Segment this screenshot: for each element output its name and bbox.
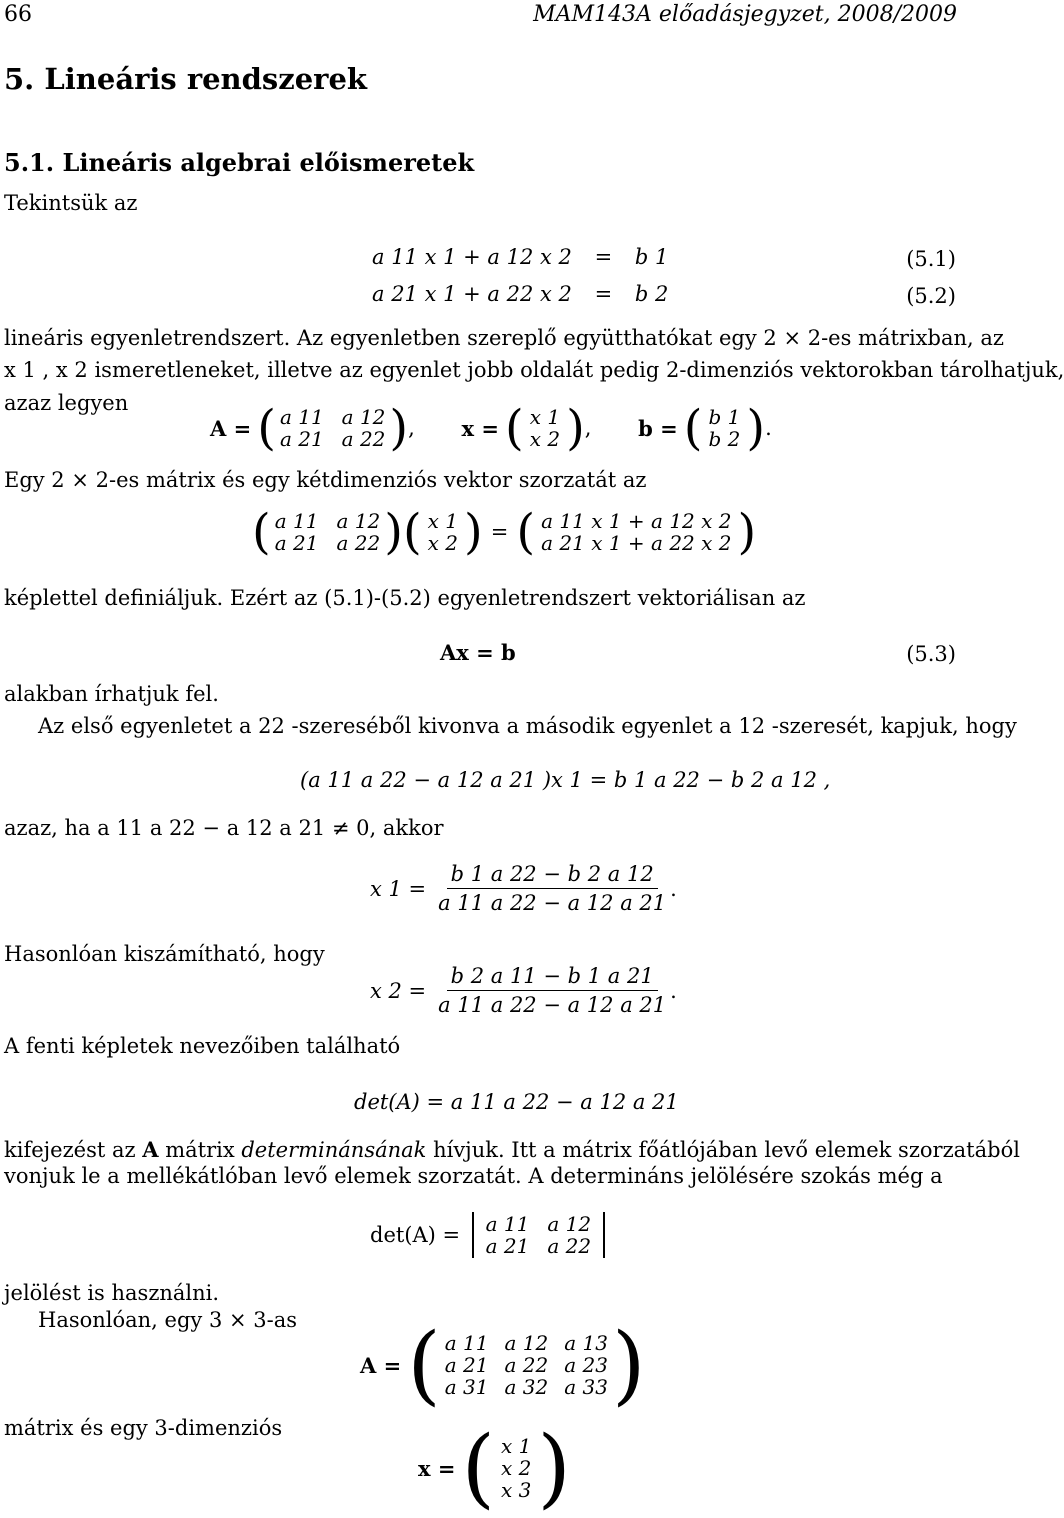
product-eq: = [490, 520, 509, 544]
p10-d: determinánsának [241, 1138, 427, 1162]
sep-2: , [584, 416, 592, 440]
paragraph-coefficients-line1: lineáris egyenletrendszert. Az egyenletben szereplő együtthatókat egy 2 × 2-es mátrixban, az [4, 326, 1004, 350]
A-cell-12: a 12 [341, 405, 386, 429]
equation-elimination [300, 768, 830, 792]
vector-x-3: x = ( x 1 x 2 x 3 ) [418, 1418, 571, 1518]
sep-1: , [408, 416, 415, 440]
x2-denominator: a 11 a 22 − a 12 a 21 [438, 993, 667, 1017]
paragraph-condition: azaz, ha a 11 a 22 − a 12 a 21 ≠ 0, akkor [4, 816, 444, 840]
x3-cell-1: x 1 [501, 1434, 532, 1458]
matrix-vector-definitions: A = ( a 11 a 12 a 21 a 22 ) , x = ( x 1 x 2 ) , b = ( b 1 b 2 ) . [210, 400, 772, 456]
eq2-lhs: a 21 x 1 + a 22 x 2 [372, 282, 572, 306]
A3-cell-23: a 23 [564, 1353, 608, 1377]
x2-end: . [670, 978, 677, 1003]
eq1-lhs: a 11 x 1 + a 12 x 2 [372, 245, 572, 269]
equation-determinant-bars [370, 1212, 613, 1258]
paragraph-product-intro: Egy 2 × 2-es mátrix és egy kétdimenziós vektor szorzatát az [4, 468, 647, 492]
equation-number-5-3: (5.3) [906, 642, 956, 666]
x2-numerator: b 2 a 11 − b 1 a 21 [447, 964, 658, 991]
x1-lhs: x 1 = [370, 876, 427, 901]
equation-x1-solution [370, 862, 677, 915]
product-v-1: x 1 [427, 509, 459, 533]
A3-cell-11: a 11 [444, 1331, 489, 1355]
p10-c: mátrix [158, 1138, 242, 1162]
b-cell-1: b 1 [708, 405, 741, 429]
paragraph-elimination: Az első egyenletet a 22 -szereséből kivonva a második egyenlet a 12 -szeresét, kapjuk, hogy [38, 714, 1017, 738]
product-r-2: a 21 x 1 + a 22 x 2 [541, 531, 732, 555]
equation-x2-solution [370, 964, 677, 1017]
paragraph-determinant-def-line2: vonjuk le a mellékátlóban levő elemek szorzatát. A determináns jelölésére szokás még a [4, 1164, 943, 1188]
equation-5-3: Ax = b [440, 640, 516, 665]
det-bars-lhs: det(A) = [370, 1223, 461, 1247]
paragraph-3x3: Hasonlóan, egy 3 × 3-as [38, 1308, 298, 1332]
p10-a: kifejezést az [4, 1138, 143, 1162]
x3-cell-3: x 3 [501, 1478, 532, 1502]
determinant-expr: det(A) = a 11 a 22 − a 12 a 21 [354, 1090, 679, 1114]
A3-cell-22: a 22 [504, 1353, 549, 1377]
running-header-title: MAM143A előadásjegyzet, 2008/2009 [533, 2, 957, 27]
paragraph-denominators: A fenti képletek nevezőiben található [4, 1034, 401, 1058]
x1-denominator: a 11 a 22 − a 12 a 21 [438, 891, 667, 915]
eq1-rhs: b 1 [634, 245, 669, 269]
p10-A: A [142, 1137, 159, 1162]
equation-number-5-1: (5.1) [906, 247, 956, 271]
product-r-1: a 11 x 1 + a 12 x 2 [541, 509, 732, 533]
product-v-2: x 2 [427, 531, 459, 555]
x2-lhs: x 2 = [370, 978, 427, 1003]
equation-number-5-2: (5.2) [906, 284, 956, 308]
A3-cell-13: a 13 [564, 1331, 608, 1355]
x1-numerator: b 1 a 22 − b 2 a 12 [447, 862, 658, 889]
paragraph-similarly: Hasonlóan kiszámítható, hogy [4, 942, 325, 966]
product-M-22: a 22 [336, 531, 381, 555]
x-cell-2: x 2 [529, 427, 561, 451]
x-label: x = [461, 415, 499, 441]
product-M-11: a 11 [274, 509, 319, 533]
paragraph-intro: Tekintsük az [4, 191, 138, 215]
p10-e: hívjuk. Itt a mátrix főátlójában levő elemek szorzatából [426, 1138, 1020, 1162]
x3-lhs: x = [418, 1455, 456, 1481]
paragraph-form: alakban írhatjuk fel. [4, 682, 219, 706]
product-M-12: a 12 [336, 509, 381, 533]
det-cell-22: a 22 [547, 1234, 592, 1258]
paragraph-coefficients-line3: azaz legyen [4, 391, 129, 415]
section-heading: 5. Lineáris rendszerek [4, 62, 367, 96]
det-cell-12: a 12 [547, 1212, 592, 1236]
elimination-expr: (a 11 a 22 − a 12 a 21 )x 1 = b 1 a 22 − b 2 a 12 , [300, 768, 831, 792]
A-cell-21: a 21 [279, 427, 324, 451]
x3-cell-2: x 2 [501, 1456, 532, 1480]
paragraph-notation: jelölést is használni. [4, 1281, 220, 1305]
det-cell-11: a 11 [485, 1212, 530, 1236]
A3-cell-12: a 12 [504, 1331, 549, 1355]
A-cell-22: a 22 [341, 427, 386, 451]
paragraph-vector-form: képlettel definiáljuk. Ezért az (5.1)-(5.2) egyenletrendszert vektoriálisan az [4, 586, 806, 610]
page-number: 66 [4, 2, 32, 27]
A-label: A = [210, 415, 252, 441]
end-period: . [765, 416, 772, 440]
equation-5-2 [372, 282, 668, 306]
b-cell-2: b 2 [708, 427, 741, 451]
subsection-heading: 5.1. Lineáris algebrai előismeretek [4, 148, 475, 177]
matrix-A-3x3: A = ( a 11 a 12 a 13 a 21 a 22 a 23 a 31 a 32 a 33 ) [360, 1315, 646, 1415]
eq2-rel: = [594, 282, 613, 306]
eq2-rhs: b 2 [634, 282, 669, 306]
b-label: b = [638, 415, 678, 441]
product-M-21: a 21 [274, 531, 319, 555]
A3-cell-32: a 32 [504, 1375, 549, 1399]
paragraph-3d: mátrix és egy 3-dimenziós [4, 1416, 283, 1440]
x1-end: . [670, 876, 677, 901]
A3-lhs: A = [360, 1352, 402, 1378]
x-cell-1: x 1 [529, 405, 561, 429]
eq1-rel: = [594, 245, 613, 269]
A3-cell-21: a 21 [444, 1353, 489, 1377]
det-cell-21: a 21 [485, 1234, 530, 1258]
matrix-vector-product: ( a 11 a 12 a 21 a 22 ) ( x 1 x 2 ) = ( a 11 x 1 + a 12 x 2 a 21 x 1 + a 22 x 2 ) [252, 504, 757, 560]
paragraph-coefficients-line2: x 1 , x 2 ismeretleneket, illetve az egyenlet jobb oldalát pedig 2-dimenziós vektorokban tárolhatjuk, [4, 358, 1064, 382]
equation-determinant [354, 1090, 679, 1114]
A-cell-11: a 11 [279, 405, 324, 429]
A3-cell-31: a 31 [444, 1375, 489, 1399]
A3-cell-33: a 33 [564, 1375, 608, 1399]
paragraph-determinant-def-line1 [4, 1139, 1020, 1161]
equation-5-1 [372, 245, 668, 269]
